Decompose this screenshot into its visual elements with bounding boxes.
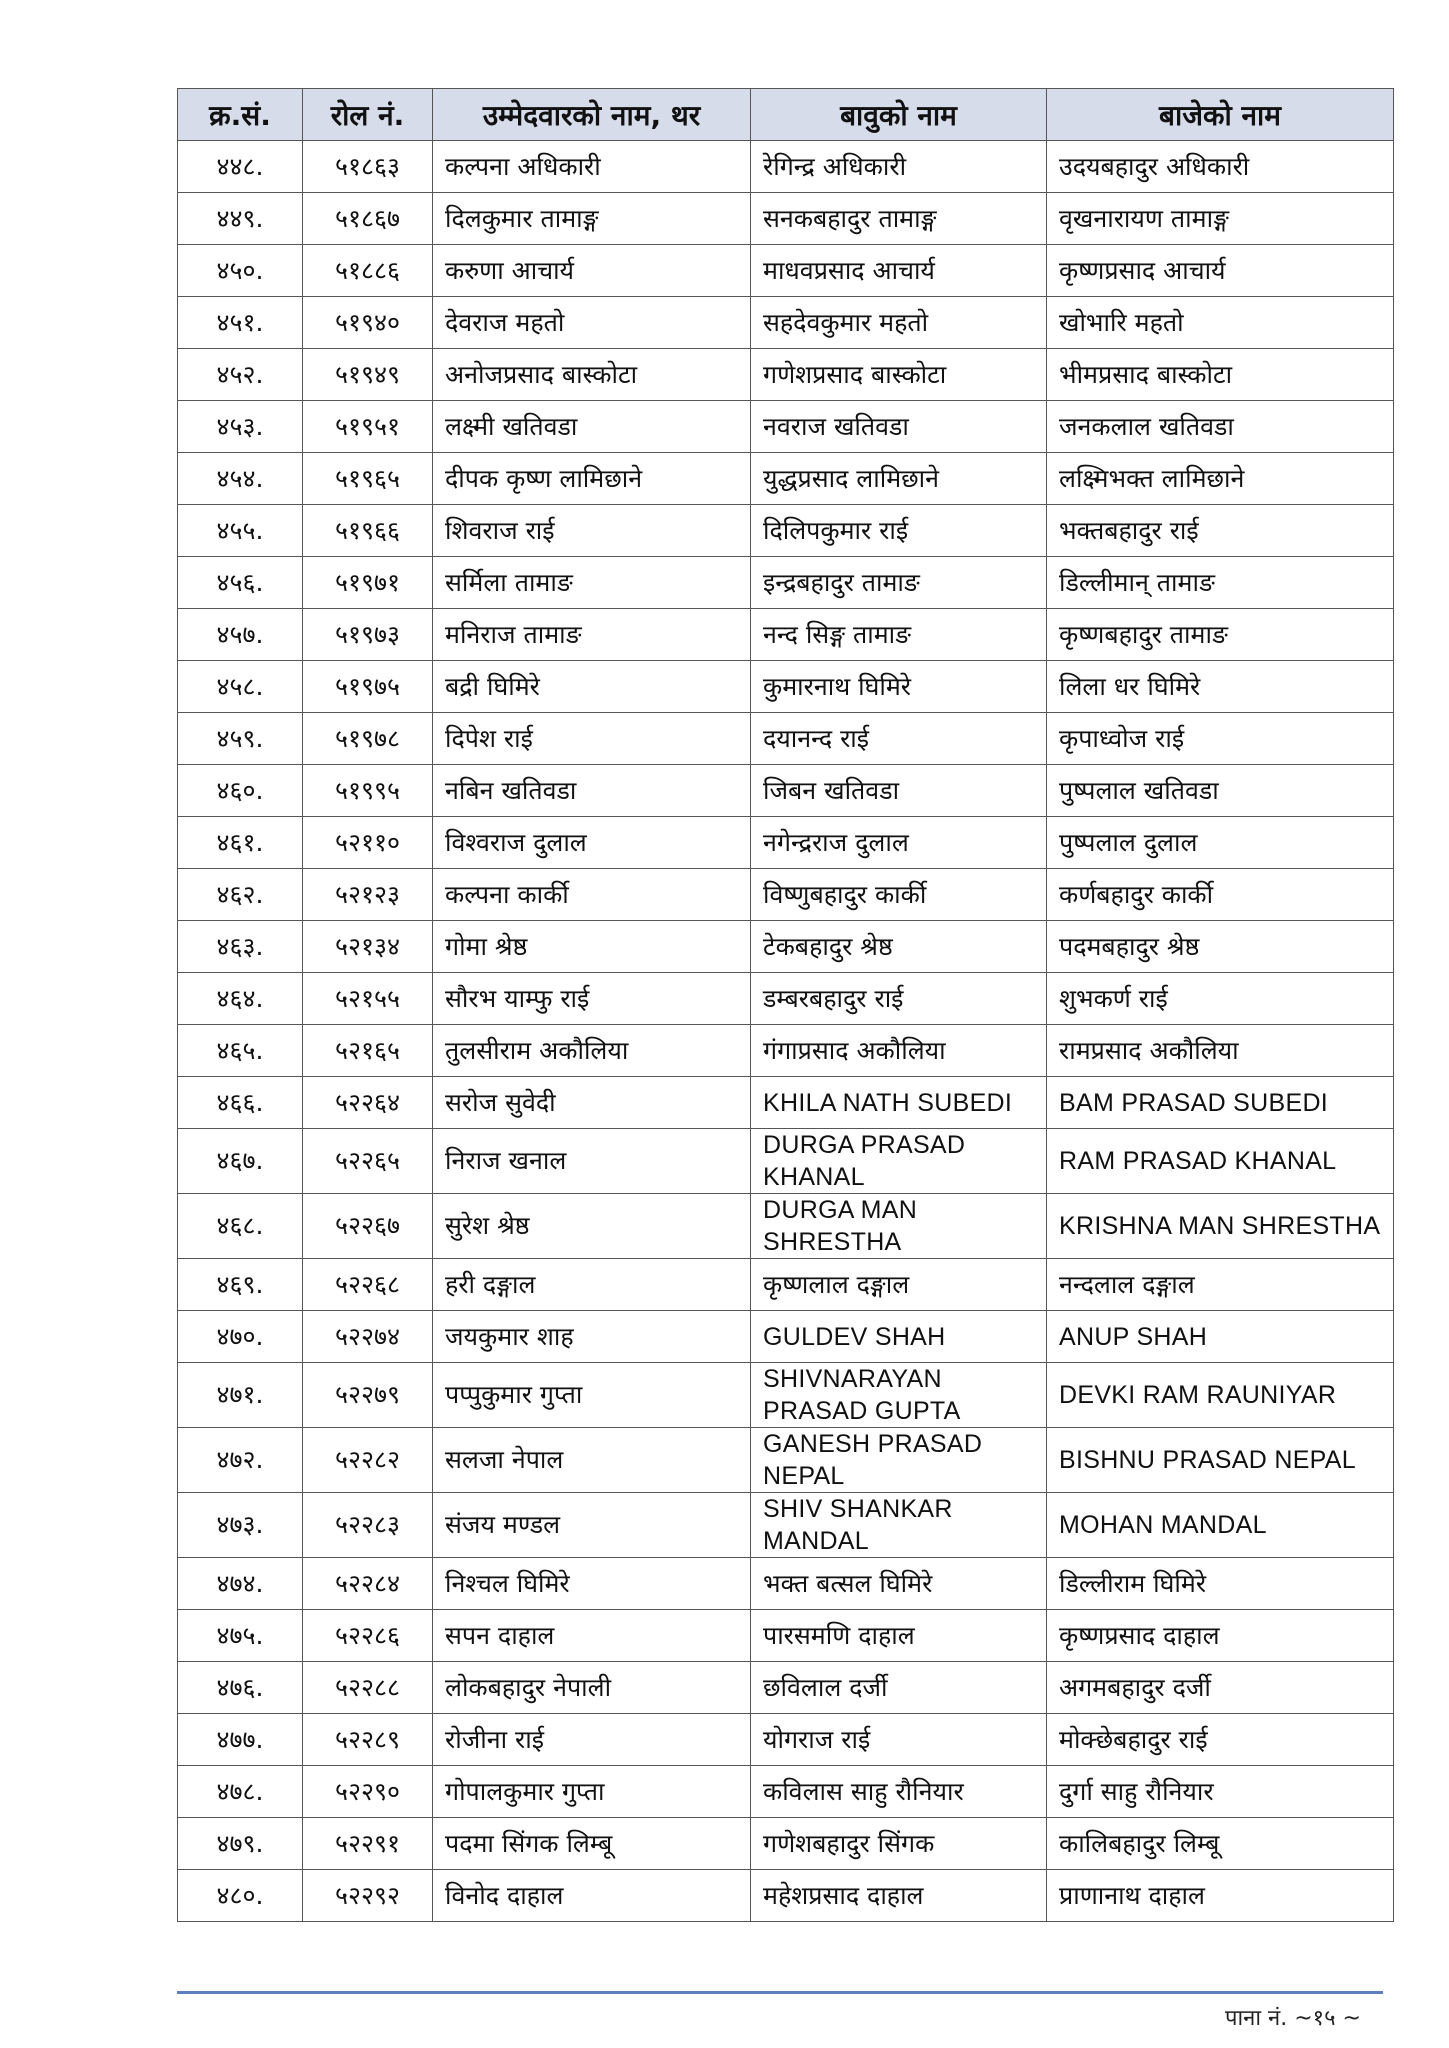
- cell-roll: ५२१६५: [303, 1025, 433, 1077]
- cell-father-name: कविलास साहु रौनियार: [751, 1766, 1047, 1818]
- cell-roll: ५१८६७: [303, 193, 433, 245]
- cell-roll: ५२२८३: [303, 1493, 433, 1558]
- cell-father-name: KHILA NATH SUBEDI: [751, 1077, 1047, 1129]
- cell-candidate-name: दिपेश राई: [433, 713, 751, 765]
- cell-candidate-name: पदमा सिंगक लिम्बू: [433, 1818, 751, 1870]
- cell-roll: ५१९७१: [303, 557, 433, 609]
- cell-serial: ४४९.: [178, 193, 303, 245]
- table-row: [178, 245, 1394, 297]
- footer-rule: [177, 1991, 1383, 1994]
- table-row: [178, 1714, 1394, 1766]
- cell-roll: ५२२६७: [303, 1194, 433, 1259]
- table-row: [178, 1493, 1394, 1558]
- cell-serial: ४७५.: [178, 1610, 303, 1662]
- cell-serial: ४७२.: [178, 1428, 303, 1493]
- table-row: [178, 1194, 1394, 1259]
- cell-father-name: जिबन खतिवडा: [751, 765, 1047, 817]
- table-row: [178, 921, 1394, 973]
- cell-roll: ५२२६४: [303, 1077, 433, 1129]
- cell-grandfather-name: खोभारि महतो: [1047, 297, 1394, 349]
- cell-roll: ५२२६५: [303, 1129, 433, 1194]
- cell-candidate-name: निराज खनाल: [433, 1129, 751, 1194]
- table-row: [178, 401, 1394, 453]
- table-header-row: [178, 89, 1394, 141]
- cell-serial: ४५६.: [178, 557, 303, 609]
- cell-candidate-name: दीपक कृष्ण लामिछाने: [433, 453, 751, 505]
- cell-candidate-name: सर्मिला तामाङ: [433, 557, 751, 609]
- table-row: [178, 1077, 1394, 1129]
- cell-candidate-name: संजय मण्डल: [433, 1493, 751, 1558]
- cell-father-name: कुमारनाथ घिमिरे: [751, 661, 1047, 713]
- cell-roll: ५२११०: [303, 817, 433, 869]
- cell-candidate-name: कल्पना अधिकारी: [433, 141, 751, 193]
- cell-candidate-name: जयकुमार शाह: [433, 1311, 751, 1363]
- cell-serial: ४५२.: [178, 349, 303, 401]
- cell-roll: ५२२८४: [303, 1558, 433, 1610]
- cell-father-name: छविलाल दर्जी: [751, 1662, 1047, 1714]
- cell-candidate-name: निश्चल घिमिरे: [433, 1558, 751, 1610]
- table-row: [178, 1428, 1394, 1493]
- cell-grandfather-name: कृष्णबहादुर तामाङ: [1047, 609, 1394, 661]
- cell-grandfather-name: ANUP SHAH: [1047, 1311, 1394, 1363]
- table-row: [178, 609, 1394, 661]
- cell-serial: ४६८.: [178, 1194, 303, 1259]
- cell-father-name: दिलिपकुमार राई: [751, 505, 1047, 557]
- candidate-table: [177, 88, 1394, 1922]
- cell-father-name: युद्धप्रसाद लामिछाने: [751, 453, 1047, 505]
- page-number: पाना नं. ~१५ ~: [1224, 2006, 1361, 2031]
- cell-father-name: सनकबहादुर तामाङ्ग: [751, 193, 1047, 245]
- cell-roll: ५१९५१: [303, 401, 433, 453]
- cell-roll: ५२२९१: [303, 1818, 433, 1870]
- cell-serial: ४७८.: [178, 1766, 303, 1818]
- cell-father-name: गणेशप्रसाद बास्कोटा: [751, 349, 1047, 401]
- table-row: [178, 1025, 1394, 1077]
- cell-serial: ४६०.: [178, 765, 303, 817]
- cell-candidate-name: लोकबहादुर नेपाली: [433, 1662, 751, 1714]
- cell-serial: ४७७.: [178, 1714, 303, 1766]
- cell-candidate-name: शिवराज राई: [433, 505, 751, 557]
- cell-candidate-name: रोजीना राई: [433, 1714, 751, 1766]
- cell-serial: ४५१.: [178, 297, 303, 349]
- cell-roll: ५१९६५: [303, 453, 433, 505]
- cell-roll: ५२२७९: [303, 1363, 433, 1428]
- cell-candidate-name: सलजा नेपाल: [433, 1428, 751, 1493]
- cell-father-name: पारसमणि दाहाल: [751, 1610, 1047, 1662]
- table-row: [178, 869, 1394, 921]
- cell-roll: ५२२९२: [303, 1870, 433, 1922]
- cell-roll: ५१९७५: [303, 661, 433, 713]
- cell-grandfather-name: डिल्लीराम घिमिरे: [1047, 1558, 1394, 1610]
- header-grandfather: बाजेको नाम: [1047, 89, 1394, 141]
- cell-grandfather-name: शुभकर्ण राई: [1047, 973, 1394, 1025]
- cell-father-name: गंगाप्रसाद अकौलिया: [751, 1025, 1047, 1077]
- table-row: [178, 1558, 1394, 1610]
- cell-roll: ५२१२३: [303, 869, 433, 921]
- cell-father-name: भक्त बत्सल घिमिरे: [751, 1558, 1047, 1610]
- cell-grandfather-name: कृष्णप्रसाद आचार्य: [1047, 245, 1394, 297]
- cell-candidate-name: विश्वराज दुलाल: [433, 817, 751, 869]
- cell-grandfather-name: BAM PRASAD SUBEDI: [1047, 1077, 1394, 1129]
- cell-grandfather-name: उदयबहादुर अधिकारी: [1047, 141, 1394, 193]
- cell-father-name: SHIV SHANKAR MANDAL: [751, 1493, 1047, 1558]
- cell-candidate-name: सौरभ याम्फु राई: [433, 973, 751, 1025]
- cell-grandfather-name: प्राणानाथ दाहाल: [1047, 1870, 1394, 1922]
- cell-grandfather-name: लिला धर घिमिरे: [1047, 661, 1394, 713]
- cell-candidate-name: तुलसीराम अकौलिया: [433, 1025, 751, 1077]
- cell-candidate-name: करुणा आचार्य: [433, 245, 751, 297]
- cell-grandfather-name: DEVKI RAM RAUNIYAR: [1047, 1363, 1394, 1428]
- table-row: [178, 557, 1394, 609]
- table-row: [178, 505, 1394, 557]
- cell-grandfather-name: भीमप्रसाद बास्कोटा: [1047, 349, 1394, 401]
- cell-roll: ५२१५५: [303, 973, 433, 1025]
- cell-father-name: कृष्णलाल दङ्गाल: [751, 1259, 1047, 1311]
- header-father: बावुको नाम: [751, 89, 1047, 141]
- cell-serial: ४५०.: [178, 245, 303, 297]
- cell-grandfather-name: MOHAN MANDAL: [1047, 1493, 1394, 1558]
- cell-candidate-name: देवराज महतो: [433, 297, 751, 349]
- cell-candidate-name: लक्ष्मी खतिवडा: [433, 401, 751, 453]
- cell-grandfather-name: पुष्पलाल खतिवडा: [1047, 765, 1394, 817]
- cell-serial: ४५३.: [178, 401, 303, 453]
- cell-grandfather-name: डिल्लीमान् तामाङ: [1047, 557, 1394, 609]
- cell-serial: ४६१.: [178, 817, 303, 869]
- cell-roll: ५१९७३: [303, 609, 433, 661]
- cell-roll: ५२२८२: [303, 1428, 433, 1493]
- cell-father-name: नगेन्द्रराज दुलाल: [751, 817, 1047, 869]
- cell-grandfather-name: पदमबहादुर श्रेष्ठ: [1047, 921, 1394, 973]
- header-serial: क्र.सं.: [178, 89, 303, 141]
- table-row: [178, 193, 1394, 245]
- table-row: [178, 141, 1394, 193]
- table-row: [178, 1818, 1394, 1870]
- cell-candidate-name: गोमा श्रेष्ठ: [433, 921, 751, 973]
- cell-father-name: GULDEV SHAH: [751, 1311, 1047, 1363]
- cell-father-name: दयानन्द राई: [751, 713, 1047, 765]
- cell-serial: ४७९.: [178, 1818, 303, 1870]
- cell-father-name: इन्द्रबहादुर तामाङ: [751, 557, 1047, 609]
- cell-grandfather-name: कर्णबहादुर कार्की: [1047, 869, 1394, 921]
- table-row: [178, 817, 1394, 869]
- cell-serial: ४६३.: [178, 921, 303, 973]
- cell-grandfather-name: BISHNU PRASAD NEPAL: [1047, 1428, 1394, 1493]
- cell-father-name: डम्बरबहादुर राई: [751, 973, 1047, 1025]
- cell-candidate-name: कल्पना कार्की: [433, 869, 751, 921]
- cell-grandfather-name: RAM PRASAD KHANAL: [1047, 1129, 1394, 1194]
- cell-father-name: माधवप्रसाद आचार्य: [751, 245, 1047, 297]
- table-row: [178, 973, 1394, 1025]
- cell-serial: ४६६.: [178, 1077, 303, 1129]
- cell-serial: ४५८.: [178, 661, 303, 713]
- cell-roll: ५१९९५: [303, 765, 433, 817]
- cell-candidate-name: गोपालकुमार गुप्ता: [433, 1766, 751, 1818]
- cell-father-name: GANESH PRASAD NEPAL: [751, 1428, 1047, 1493]
- cell-roll: ५१९७८: [303, 713, 433, 765]
- table-row: [178, 297, 1394, 349]
- cell-serial: ४६५.: [178, 1025, 303, 1077]
- cell-roll: ५२२९०: [303, 1766, 433, 1818]
- table-row: [178, 1870, 1394, 1922]
- cell-roll: ५२१३४: [303, 921, 433, 973]
- cell-roll: ५१८६३: [303, 141, 433, 193]
- cell-father-name: नवराज खतिवडा: [751, 401, 1047, 453]
- header-roll: रोल नं.: [303, 89, 433, 141]
- cell-roll: ५२२८९: [303, 1714, 433, 1766]
- cell-serial: ४५९.: [178, 713, 303, 765]
- table-body: [178, 141, 1394, 1922]
- cell-serial: ४७१.: [178, 1363, 303, 1428]
- cell-father-name: महेशप्रसाद दाहाल: [751, 1870, 1047, 1922]
- cell-roll: ५२२७४: [303, 1311, 433, 1363]
- cell-father-name: DURGA MAN SHRESTHA: [751, 1194, 1047, 1259]
- cell-candidate-name: दिलकुमार तामाङ्ग: [433, 193, 751, 245]
- cell-roll: ५१८८६: [303, 245, 433, 297]
- cell-roll: ५२२८६: [303, 1610, 433, 1662]
- cell-candidate-name: सपन दाहाल: [433, 1610, 751, 1662]
- cell-roll: ५२२८८: [303, 1662, 433, 1714]
- table-row: [178, 349, 1394, 401]
- table-row: [178, 1363, 1394, 1428]
- table-row: [178, 1610, 1394, 1662]
- cell-serial: ४५७.: [178, 609, 303, 661]
- cell-grandfather-name: KRISHNA MAN SHRESTHA: [1047, 1194, 1394, 1259]
- cell-grandfather-name: रामप्रसाद अकौलिया: [1047, 1025, 1394, 1077]
- cell-serial: ४७६.: [178, 1662, 303, 1714]
- cell-serial: ४६४.: [178, 973, 303, 1025]
- table-row: [178, 1766, 1394, 1818]
- cell-grandfather-name: कालिबहादुर लिम्बू: [1047, 1818, 1394, 1870]
- cell-grandfather-name: पुष्पलाल दुलाल: [1047, 817, 1394, 869]
- cell-grandfather-name: अगमबहादुर दर्जी: [1047, 1662, 1394, 1714]
- cell-grandfather-name: नन्दलाल दङ्गाल: [1047, 1259, 1394, 1311]
- cell-father-name: रेगिन्द्र अधिकारी: [751, 141, 1047, 193]
- cell-candidate-name: नबिन खतिवडा: [433, 765, 751, 817]
- cell-serial: ४८०.: [178, 1870, 303, 1922]
- cell-candidate-name: बद्री घिमिरे: [433, 661, 751, 713]
- cell-father-name: नन्द सिङ्ग तामाङ: [751, 609, 1047, 661]
- table-row: [178, 453, 1394, 505]
- cell-roll: ५१९४०: [303, 297, 433, 349]
- cell-candidate-name: मनिराज तामाङ: [433, 609, 751, 661]
- cell-candidate-name: पप्पुकुमार गुप्ता: [433, 1363, 751, 1428]
- cell-serial: ४६९.: [178, 1259, 303, 1311]
- cell-grandfather-name: जनकलाल खतिवडा: [1047, 401, 1394, 453]
- table-row: [178, 1662, 1394, 1714]
- cell-serial: ४६२.: [178, 869, 303, 921]
- cell-grandfather-name: भक्तबहादुर राई: [1047, 505, 1394, 557]
- cell-roll: ५२२६८: [303, 1259, 433, 1311]
- cell-grandfather-name: वृखनारायण तामाङ्ग: [1047, 193, 1394, 245]
- cell-serial: ४५५.: [178, 505, 303, 557]
- cell-father-name: गणेशबहादुर सिंगक: [751, 1818, 1047, 1870]
- header-candidate: उम्मेदवारको नाम, थर: [433, 89, 751, 141]
- cell-serial: ४७३.: [178, 1493, 303, 1558]
- table-row: [178, 765, 1394, 817]
- cell-father-name: DURGA PRASAD KHANAL: [751, 1129, 1047, 1194]
- cell-serial: ४४८.: [178, 141, 303, 193]
- cell-candidate-name: सुरेश श्रेष्ठ: [433, 1194, 751, 1259]
- cell-grandfather-name: कृपाध्वोज राई: [1047, 713, 1394, 765]
- cell-serial: ४६७.: [178, 1129, 303, 1194]
- cell-grandfather-name: मोक्छेबहादुर राई: [1047, 1714, 1394, 1766]
- table-row: [178, 661, 1394, 713]
- cell-grandfather-name: दुर्गा साहु रौनियार: [1047, 1766, 1394, 1818]
- cell-roll: ५१९६६: [303, 505, 433, 557]
- table-row: [178, 1311, 1394, 1363]
- cell-father-name: योगराज राई: [751, 1714, 1047, 1766]
- cell-serial: ४७०.: [178, 1311, 303, 1363]
- cell-candidate-name: सरोज सुवेदी: [433, 1077, 751, 1129]
- cell-grandfather-name: लक्ष्मिभक्त लामिछाने: [1047, 453, 1394, 505]
- cell-grandfather-name: कृष्णप्रसाद दाहाल: [1047, 1610, 1394, 1662]
- cell-father-name: विष्णुबहादुर कार्की: [751, 869, 1047, 921]
- cell-candidate-name: विनोद दाहाल: [433, 1870, 751, 1922]
- table-row: [178, 1259, 1394, 1311]
- table-row: [178, 713, 1394, 765]
- cell-father-name: SHIVNARAYAN PRASAD GUPTA: [751, 1363, 1047, 1428]
- cell-serial: ४५४.: [178, 453, 303, 505]
- table-row: [178, 1129, 1394, 1194]
- cell-candidate-name: अनोजप्रसाद बास्कोटा: [433, 349, 751, 401]
- cell-serial: ४७४.: [178, 1558, 303, 1610]
- cell-candidate-name: हरी दङ्गाल: [433, 1259, 751, 1311]
- cell-roll: ५१९४९: [303, 349, 433, 401]
- cell-father-name: सहदेवकुमार महतो: [751, 297, 1047, 349]
- cell-father-name: टेकबहादुर श्रेष्ठ: [751, 921, 1047, 973]
